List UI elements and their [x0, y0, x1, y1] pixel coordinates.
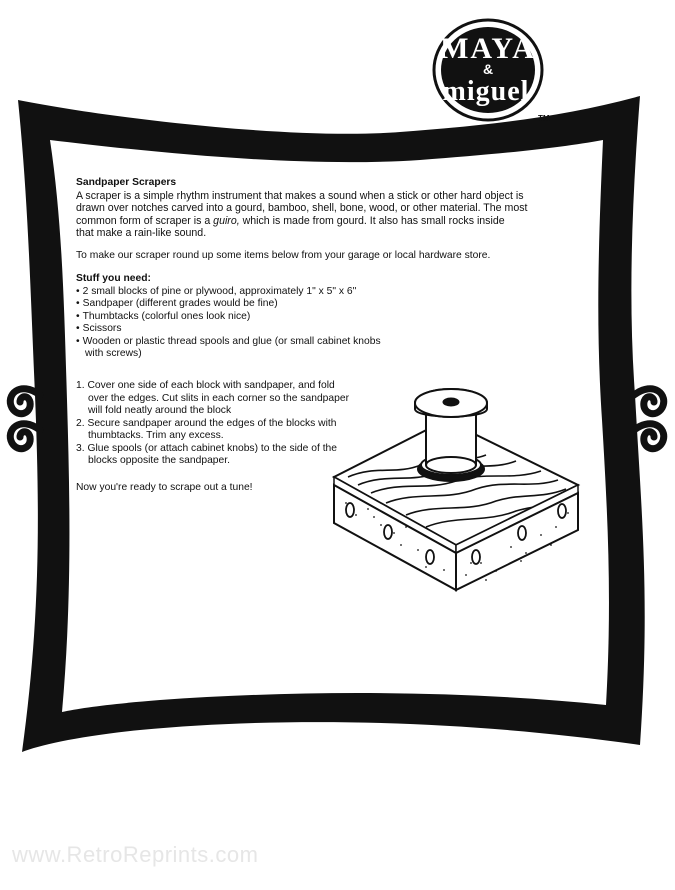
closing-text: Now you're ready to scrape out a tune!: [76, 481, 253, 493]
guiro-term: guiro,: [213, 214, 240, 227]
stuff-item: • 2 small blocks of pine or plywood, approximately 1" x 5" x 6": [76, 286, 556, 299]
maya-and-miguel-logo: [430, 18, 550, 126]
svg-text:&: &: [482, 61, 494, 77]
stuff-item: • Sandpaper (different grades would be fine): [76, 298, 556, 311]
intro-line-4: that make a rain-like sound.: [76, 227, 207, 239]
watermark-text: www.RetroReprints.com: [12, 842, 259, 867]
stuff-heading: Stuff you need:: [76, 273, 151, 284]
step-item: 1. Cover one side of each block with sandpaper, and fold over the edges. Cut slits in each corner so the sandpaper will fold neatly around the block: [76, 380, 350, 416]
intro-line-3-suffix: which is made from gourd. It also has small rocks inside: [239, 214, 505, 227]
intro-line-1: A scraper is a simple rhythm instrument that makes a sound when a stick or other hard object is: [76, 189, 524, 202]
stuff-item: • Scissors: [76, 323, 556, 336]
svg-text:MAYA: MAYA: [440, 32, 536, 65]
trademark-mark: TM: [538, 114, 550, 123]
round-up-text: To make our scraper round up some items below from your garage or local hardware store.: [76, 249, 491, 261]
instruction-steps: [76, 380, 356, 504]
thread-spool: [415, 389, 487, 481]
right-scroll-ornament: [634, 389, 664, 449]
stuff-item: • Thumbtacks (colorful ones look nice): [76, 311, 556, 324]
instructions-content: [76, 177, 556, 361]
svg-text:miguel: miguel: [442, 76, 530, 107]
stuff-item: • Wooden or plastic thread spools and glue (or small cabinet knobs with screws): [76, 336, 385, 361]
intro-line-3-prefix: common form of scraper is a: [76, 214, 214, 227]
scraper-block-illustration: [326, 385, 586, 595]
step-item: 3. Glue spools (or attach cabinet knobs) to the side of the blocks opposite the sandpaper.: [76, 442, 338, 466]
document-title: Sandpaper Scrapers: [76, 177, 177, 188]
step-item: 2. Secure sandpaper around the edges of the blocks with thumbtacks. Trim any excess.: [76, 417, 337, 441]
stuff-list: [76, 286, 556, 361]
intro-line-3: [76, 215, 556, 228]
intro-line-2: drawn over notches carved into a gourd, bamboo, shell, bone, wood, or other material. The most: [76, 202, 528, 214]
